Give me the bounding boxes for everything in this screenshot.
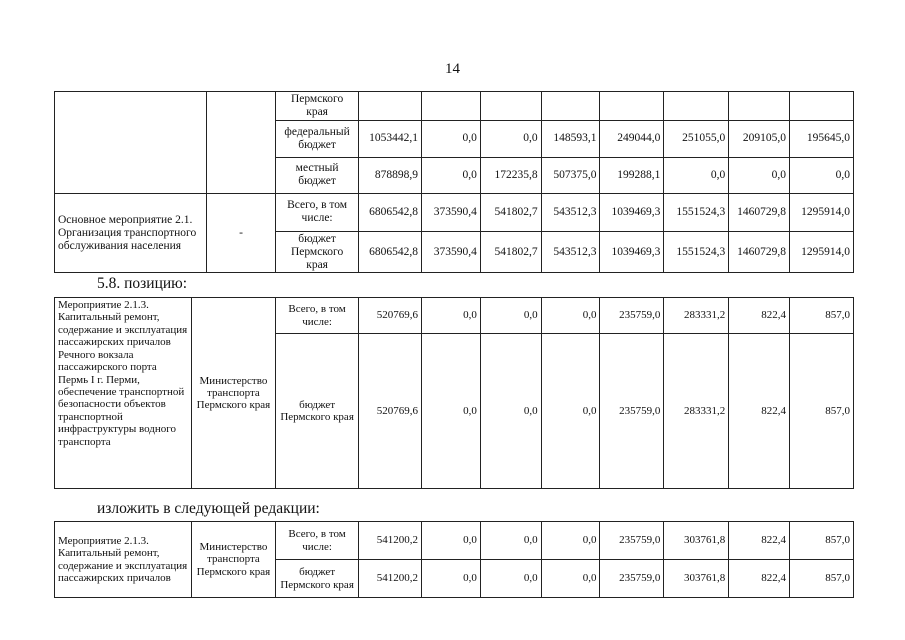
source-cell: местный бюджет bbox=[276, 157, 359, 193]
source-cell: Всего, в том числе: bbox=[276, 522, 359, 560]
value-cell: 0,0 bbox=[480, 560, 541, 598]
table-row bbox=[55, 193, 854, 231]
value-cell: 303761,8 bbox=[664, 522, 729, 560]
value-cell: 0,0 bbox=[422, 560, 481, 598]
value-cell: 172235,8 bbox=[480, 157, 541, 193]
source-cell: Пермского края bbox=[276, 92, 359, 121]
executor-cell: Министерство транспорта Пермского края bbox=[191, 298, 275, 489]
value-cell: 1039469,3 bbox=[600, 231, 664, 273]
value-cell: 520769,6 bbox=[359, 334, 422, 489]
value-cell: 822,4 bbox=[729, 522, 790, 560]
value-cell: 283331,2 bbox=[664, 298, 729, 334]
value-cell: 0,0 bbox=[480, 120, 541, 157]
value-cell: 857,0 bbox=[790, 334, 854, 489]
value-cell: 249044,0 bbox=[600, 120, 664, 157]
value-cell: 0,0 bbox=[541, 522, 600, 560]
value-cell: 1295914,0 bbox=[790, 231, 854, 273]
value-cell: 6806542,8 bbox=[359, 231, 422, 273]
section-heading: изложить в следующей редакции: bbox=[97, 500, 320, 517]
value-cell bbox=[422, 92, 481, 121]
value-cell bbox=[359, 92, 422, 121]
value-cell: 857,0 bbox=[790, 560, 854, 598]
value-cell: 148593,1 bbox=[541, 120, 600, 157]
value-cell: 6806542,8 bbox=[359, 193, 422, 231]
value-cell: 373590,4 bbox=[422, 231, 481, 273]
executor-cell: - bbox=[207, 193, 276, 273]
value-cell: 235759,0 bbox=[600, 298, 664, 334]
table-row bbox=[55, 522, 854, 560]
measure-name-cell: Мероприятие 2.1.3. Капитальный ремонт, содержание и эксплуатация пассажирских причалов Речного вокзала пассажирского порта Пермь I г. Перми, обеспечение транспортной безопасности объектов транспортной инфраструктуры водного транспорта bbox=[55, 298, 192, 489]
value-cell: 822,4 bbox=[729, 334, 790, 489]
value-cell bbox=[541, 92, 600, 121]
value-cell: 541200,2 bbox=[359, 522, 422, 560]
value-cell: 878898,9 bbox=[359, 157, 422, 193]
source-cell: Всего, в том числе: bbox=[276, 298, 359, 334]
table-cell bbox=[207, 92, 276, 194]
source-cell: бюджет Пермского края bbox=[276, 231, 359, 273]
value-cell bbox=[480, 92, 541, 121]
value-cell: 0,0 bbox=[480, 334, 541, 489]
value-cell bbox=[729, 92, 790, 121]
value-cell bbox=[600, 92, 664, 121]
table-row bbox=[55, 298, 854, 334]
table-3 bbox=[54, 521, 854, 598]
value-cell: 0,0 bbox=[422, 522, 481, 560]
value-cell: 0,0 bbox=[422, 334, 481, 489]
value-cell: 235759,0 bbox=[600, 560, 664, 598]
value-cell: 0,0 bbox=[422, 298, 481, 334]
value-cell: 0,0 bbox=[422, 157, 481, 193]
value-cell bbox=[664, 92, 729, 121]
value-cell: 0,0 bbox=[664, 157, 729, 193]
value-cell: 1053442,1 bbox=[359, 120, 422, 157]
value-cell: 520769,6 bbox=[359, 298, 422, 334]
value-cell: 0,0 bbox=[729, 157, 790, 193]
value-cell: 857,0 bbox=[790, 522, 854, 560]
measure-name-cell: Мероприятие 2.1.3. Капитальный ремонт, содержание и эксплуатация пассажирских причалов bbox=[55, 522, 192, 598]
value-cell: 1460729,8 bbox=[729, 231, 790, 273]
value-cell: 541802,7 bbox=[480, 193, 541, 231]
value-cell: 0,0 bbox=[480, 522, 541, 560]
page-number: 14 bbox=[445, 61, 460, 77]
value-cell: 235759,0 bbox=[600, 522, 664, 560]
value-cell: 283331,2 bbox=[664, 334, 729, 489]
value-cell: 0,0 bbox=[480, 298, 541, 334]
value-cell: 251055,0 bbox=[664, 120, 729, 157]
source-cell: бюджет Пермского края bbox=[276, 334, 359, 489]
value-cell: 1551524,3 bbox=[664, 231, 729, 273]
value-cell: 195645,0 bbox=[790, 120, 854, 157]
value-cell: 0,0 bbox=[541, 334, 600, 489]
value-cell: 543512,3 bbox=[541, 231, 600, 273]
value-cell: 303761,8 bbox=[664, 560, 729, 598]
section-heading: 5.8. позицию: bbox=[97, 275, 188, 292]
value-cell: 209105,0 bbox=[729, 120, 790, 157]
value-cell: 1295914,0 bbox=[790, 193, 854, 231]
table-cell bbox=[55, 92, 207, 194]
value-cell: 543512,3 bbox=[541, 193, 600, 231]
value-cell: 857,0 bbox=[790, 298, 854, 334]
value-cell: 0,0 bbox=[790, 157, 854, 193]
value-cell bbox=[790, 92, 854, 121]
value-cell: 0,0 bbox=[422, 120, 481, 157]
value-cell: 541200,2 bbox=[359, 560, 422, 598]
measure-name-cell: Основное мероприятие 2.1. Организация транспортного обслуживания населения bbox=[55, 193, 207, 273]
source-cell: бюджет Пермского края bbox=[276, 560, 359, 598]
value-cell: 1039469,3 bbox=[600, 193, 664, 231]
executor-cell: Министерство транспорта Пермского края bbox=[191, 522, 275, 598]
table-row bbox=[55, 92, 854, 121]
value-cell: 1551524,3 bbox=[664, 193, 729, 231]
value-cell: 822,4 bbox=[729, 298, 790, 334]
source-cell: Всего, в том числе: bbox=[276, 193, 359, 231]
value-cell: 199288,1 bbox=[600, 157, 664, 193]
value-cell: 0,0 bbox=[541, 560, 600, 598]
value-cell: 822,4 bbox=[729, 560, 790, 598]
value-cell: 373590,4 bbox=[422, 193, 481, 231]
value-cell: 235759,0 bbox=[600, 334, 664, 489]
value-cell: 0,0 bbox=[541, 298, 600, 334]
value-cell: 1460729,8 bbox=[729, 193, 790, 231]
table-2 bbox=[54, 297, 854, 489]
table-1 bbox=[54, 91, 854, 273]
value-cell: 541802,7 bbox=[480, 231, 541, 273]
source-cell: федеральный бюджет bbox=[276, 120, 359, 157]
value-cell: 507375,0 bbox=[541, 157, 600, 193]
